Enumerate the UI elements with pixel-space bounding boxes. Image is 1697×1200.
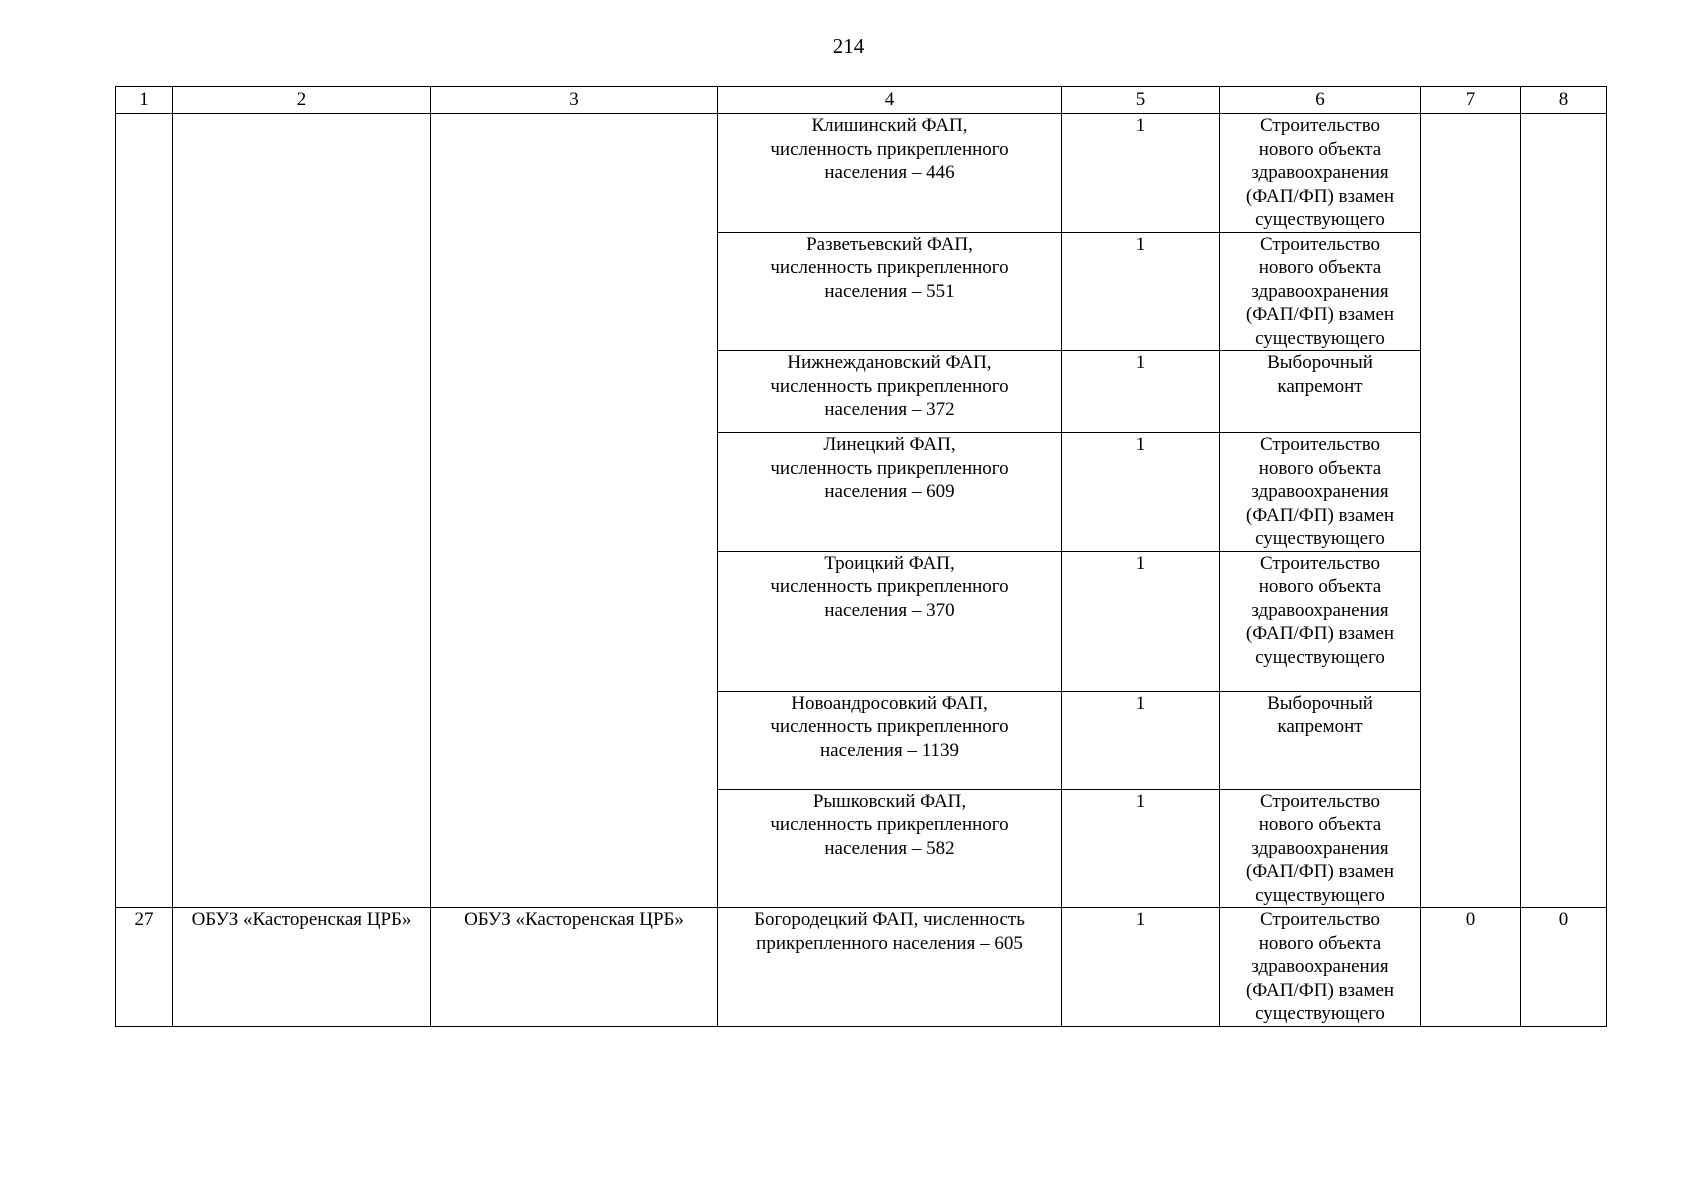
action-cell [1220,433,1421,552]
action-cell [1220,551,1421,691]
header-cell: 4 [718,87,1062,114]
facility-text: Рышковский ФАП, численность прикрепленного населения – 582 [770,790,1009,859]
empty-cell-col8 [1521,114,1607,908]
count-cell: 1 [1062,789,1220,908]
action-text: Строительство нового объекта здравоохранения (ФАП/ФП) взамен существующего [1245,115,1395,230]
header-cell: 6 [1220,87,1421,114]
empty-cell-col7 [1421,114,1521,908]
action-cell [1220,789,1421,908]
action-text: Строительство нового объекта здравоохранения (ФАП/ФП) взамен существующего [1245,552,1395,668]
action-text: Строительство нового объекта здравоохранения (ФАП/ФП) взамен существующего [1245,434,1395,549]
facility-text: Клишинский ФАП, численность прикрепленного населения – 446 [770,115,1009,183]
facility-text: Богородецкий ФАП, численность прикрепленного населения – 605 [754,909,1025,954]
action-text: Выборочный капремонт [1267,692,1373,737]
facility-cell [718,789,1062,908]
facility-cell [718,908,1062,1027]
col7-cell: 0 [1421,908,1521,1027]
action-cell [1220,691,1421,789]
action-cell [1220,232,1421,351]
count-cell: 1 [1062,232,1220,351]
count-cell: 1 [1062,433,1220,552]
empty-cell-col2 [173,114,431,908]
header-row [116,87,1607,114]
facility-cell [718,433,1062,552]
header-cell: 2 [173,87,431,114]
header-cell: 7 [1421,87,1521,114]
count-cell: 1 [1062,114,1220,233]
action-text: Строительство нового объекта здравоохранения (ФАП/ФП) взамен существующего [1245,790,1395,906]
row-number-cell: 27 [116,908,173,1027]
facility-cell [718,232,1062,351]
col8-cell: 0 [1521,908,1607,1027]
table-row [116,114,1607,233]
header-cell: 5 [1062,87,1220,114]
facility-cell [718,551,1062,691]
facility-cell [718,351,1062,433]
facility-cell [718,114,1062,233]
facility-text: Линецкий ФАП, численность прикрепленного населения – 609 [770,434,1009,502]
facility-text: Нижнеждановский ФАП, численность прикрепленного населения – 372 [770,352,1009,420]
action-text: Строительство нового объекта здравоохранения (ФАП/ФП) взамен существующего [1245,909,1395,1024]
count-cell: 1 [1062,691,1220,789]
count-cell: 1 [1062,908,1220,1027]
facility-text: Новоандросовкий ФАП, численность прикрепленного населения – 1139 [770,692,1009,761]
organization-cell: ОБУЗ «Касторенская ЦРБ» [173,908,431,1027]
header-cell: 8 [1521,87,1607,114]
facility-cell [718,691,1062,789]
organization-cell-2: ОБУЗ «Касторенская ЦРБ» [431,908,718,1027]
action-text: Строительство нового объекта здравоохранения (ФАП/ФП) взамен существующего [1245,233,1395,349]
facilities-table [115,86,1607,1027]
empty-cell-col3 [431,114,718,908]
table-row-27 [116,908,1607,1027]
header-cell: 1 [116,87,173,114]
facility-text: Разветьевский ФАП, численность прикрепленного населения – 551 [770,233,1009,302]
facility-text: Троицкий ФАП, численность прикрепленного населения – 370 [770,552,1009,621]
count-cell: 1 [1062,351,1220,433]
count-cell: 1 [1062,551,1220,691]
action-text: Выборочный капремонт [1267,352,1373,397]
empty-cell-col1 [116,114,173,908]
page-number: 214 [832,34,865,58]
action-cell [1220,114,1421,233]
action-cell [1220,351,1421,433]
action-cell [1220,908,1421,1027]
header-cell: 3 [431,87,718,114]
